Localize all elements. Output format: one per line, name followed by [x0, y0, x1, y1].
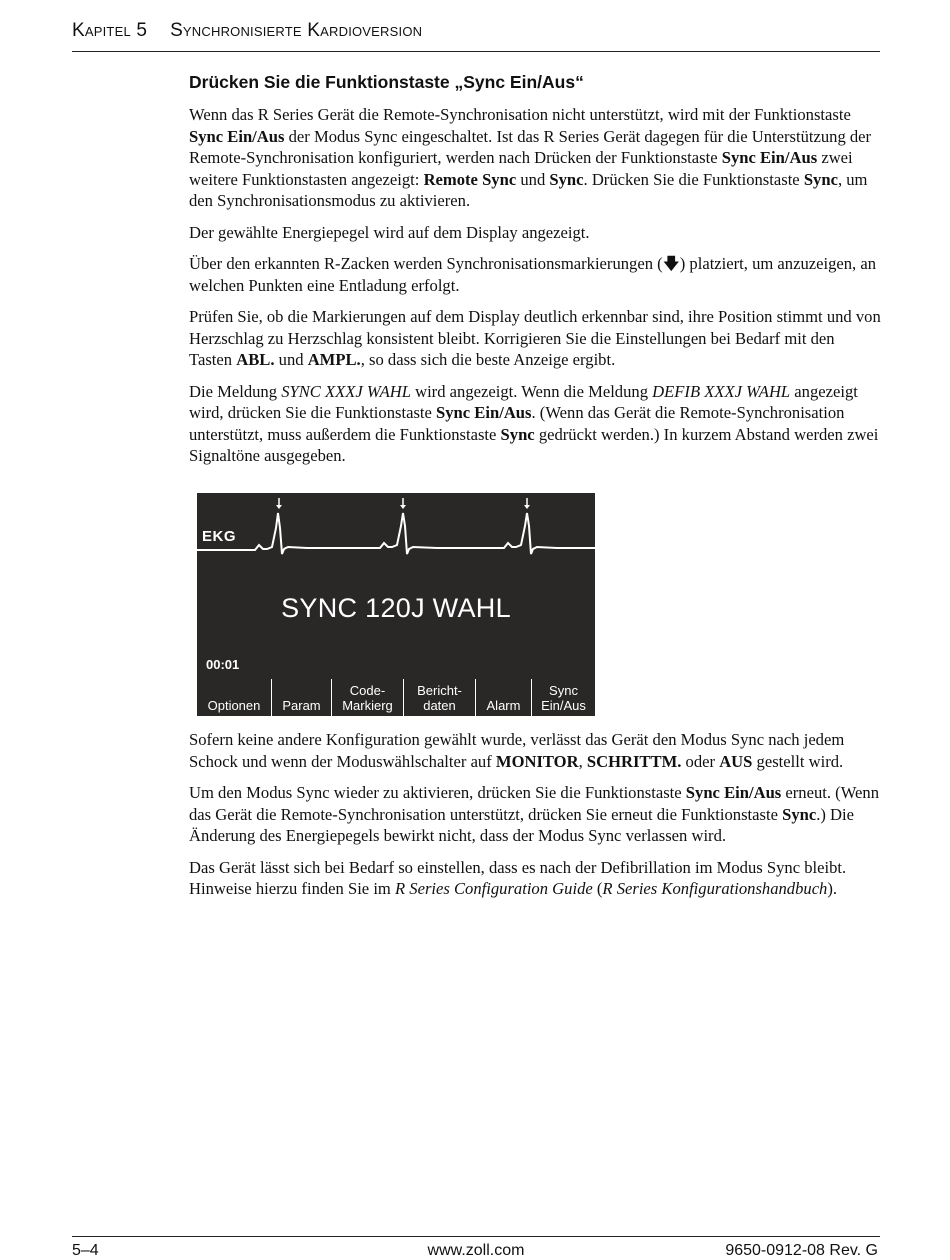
text-run: und	[274, 350, 308, 369]
body-paragraph	[189, 857, 881, 900]
bold-term: AUS	[719, 751, 753, 771]
sync-marker-icon	[524, 498, 530, 509]
main-content-after-figure	[189, 729, 881, 910]
sync-markers	[276, 498, 530, 509]
text-run: und	[516, 169, 550, 189]
text-run: Die Meldung	[189, 381, 282, 401]
ecg-waveform	[197, 493, 595, 563]
text-run: .) Die Änderung des Energiepegels bewirkt nicht, dass der Modus Sync verlassen wird.	[189, 804, 855, 845]
body-paragraph	[189, 253, 881, 296]
text-run: angezeigt wird, drücken Sie die Funktionstaste	[189, 381, 858, 422]
page-footer	[72, 1236, 880, 1259]
softkey-param[interactable]	[271, 679, 331, 716]
body-paragraph	[189, 104, 881, 212]
italic-term: SYNC XXXJ WAHL	[281, 381, 411, 401]
italic-term: DEFIB XXXJ WAHL	[652, 381, 791, 401]
text-run: Das Gerät lässt sich bei Bedarf so einstellen, dass es nach der Defibrillation im Modus Sync bleibt. Hinweise hierzu finden Sie im	[189, 857, 847, 898]
bold-term: Sync	[500, 424, 535, 444]
chapter-title: Synchronisierte Kardioversion	[170, 20, 423, 41]
bold-term: Sync Ein/Aus	[721, 148, 818, 167]
body-paragraph	[189, 306, 881, 371]
text-run: ) platziert, um anzuzeigen, an welchen Punkten eine Entladung erfolgt.	[189, 254, 877, 295]
sync-energy-message: SYNC 120J WAHL	[281, 593, 511, 623]
ecg-trace	[197, 513, 595, 554]
text-run: , so dass sich die beste Anzeige ergibt.	[360, 350, 616, 369]
section-heading: Drücken Sie die Funktionstaste „Sync Ein/Aus“	[189, 72, 584, 92]
document-number: 9650-0912-08 Rev. G	[725, 1242, 878, 1259]
text-run: , um den Synchronisationsmodus zu aktivieren.	[189, 169, 868, 210]
elapsed-timer: 00:01	[206, 657, 240, 672]
softkey-optionen[interactable]	[197, 679, 271, 716]
body-paragraph	[189, 729, 881, 772]
bold-term: AMPL.	[307, 350, 361, 369]
bold-term: SCHRITTM.	[586, 751, 682, 771]
page-number: 5–4	[72, 1242, 99, 1259]
softkey-label: Bericht- daten	[417, 683, 462, 713]
italic-term: R Series Konfigurationshandbuch	[602, 879, 828, 898]
bold-term: Remote Sync	[423, 169, 517, 189]
text-run: . Drücken Sie die Funktionstaste	[583, 169, 804, 189]
bold-term: Sync	[782, 804, 817, 824]
main-content	[189, 70, 881, 477]
italic-term: R Series Configuration Guide	[395, 879, 593, 898]
bold-term: Sync	[803, 169, 838, 189]
text-run: 🡇	[662, 254, 680, 273]
text-run: gestellt wird.	[752, 751, 844, 771]
chapter-label: Kapitel 5	[72, 20, 148, 41]
text-run: Sofern keine andere Konfiguration gewählt wurde, verlässt das Gerät den Modus Sync nach jedem Schock und wenn der Moduswählschalter auf	[189, 730, 845, 771]
bold-term: Sync	[549, 169, 584, 189]
text-run: Um den Modus Sync wieder zu aktivieren, drücken Sie die Funktionstaste	[189, 783, 686, 802]
softkey-label: Alarm	[486, 698, 521, 713]
sync-marker-icon	[400, 498, 406, 509]
softkey-berichtdaten[interactable]	[403, 679, 475, 716]
softkey-label: Optionen	[207, 698, 261, 713]
text-run: oder	[681, 751, 720, 771]
text-run: der Modus Sync eingeschaltet. Ist das R Series Gerät dagegen für die Unterstützung der Remote-Synchronisation konfiguriert, werden nach Drücken der Funktionstaste	[189, 126, 872, 167]
page-header	[72, 20, 880, 52]
bold-term: MONITOR	[495, 751, 579, 771]
body-paragraph	[189, 381, 881, 467]
device-display-figure	[197, 493, 595, 716]
softkey-bar	[197, 679, 595, 716]
text-run: zwei weitere Funktionstasten angezeigt:	[189, 148, 853, 189]
softkey-label: Sync Ein/Aus	[541, 683, 586, 713]
bold-term: Sync Ein/Aus	[685, 783, 782, 802]
bold-term: Sync Ein/Aus	[189, 126, 285, 146]
text-run: erneut. (Wenn das Gerät die Remote-Synchronisation unterstützt, drücken Sie erneut die Funktionstaste	[189, 783, 879, 824]
text-run: gedrückt werden.) In kurzem Abstand werden zwei Signaltöne ausgegeben.	[189, 424, 879, 465]
paragraphs-after-figure	[189, 729, 881, 900]
text-run: Über den erkannten R-Zacken werden Synchronisationsmarkierungen (	[189, 254, 663, 273]
bold-term: Sync Ein/Aus	[436, 403, 532, 422]
text-run: ,	[578, 751, 587, 771]
text-run: Der gewählte Energiepegel wird auf dem Display angezeigt.	[189, 222, 590, 242]
text-run: (	[592, 879, 603, 898]
softkey-code-markierg[interactable]	[331, 679, 403, 716]
text-run: wird angezeigt. Wenn die Meldung	[410, 381, 653, 401]
text-run: ).	[827, 879, 838, 898]
text-run: . (Wenn das Gerät die Remote-Synchronisation unterstützt, muss außerdem die Funktionstaste	[189, 403, 845, 444]
body-paragraph	[189, 222, 881, 244]
paragraphs-before-figure	[189, 104, 881, 467]
ekg-label: EKG	[202, 528, 237, 545]
text-run: Prüfen Sie, ob die Markierungen auf dem Display deutlich erkennbar sind, ihre Position stimmt und von Herzschlag zu Herzschlag konsistent bleibt. Korrigieren Sie die Einstellungen bei Bedarf mit den Tasten	[189, 307, 881, 369]
softkey-sync-ein-aus[interactable]	[531, 679, 595, 716]
softkey-label: Param	[282, 698, 321, 713]
text-run: Wenn das R Series Gerät die Remote-Synchronisation nicht unterstützt, wird mit der Funktionstaste	[189, 105, 851, 124]
bold-term: ABL.	[236, 350, 275, 369]
body-paragraph	[189, 782, 881, 847]
sync-marker-icon	[276, 498, 282, 509]
footer-url: www.zoll.com	[427, 1242, 525, 1259]
softkey-label: Code- Markierg	[342, 683, 393, 713]
softkey-alarm[interactable]	[475, 679, 531, 716]
